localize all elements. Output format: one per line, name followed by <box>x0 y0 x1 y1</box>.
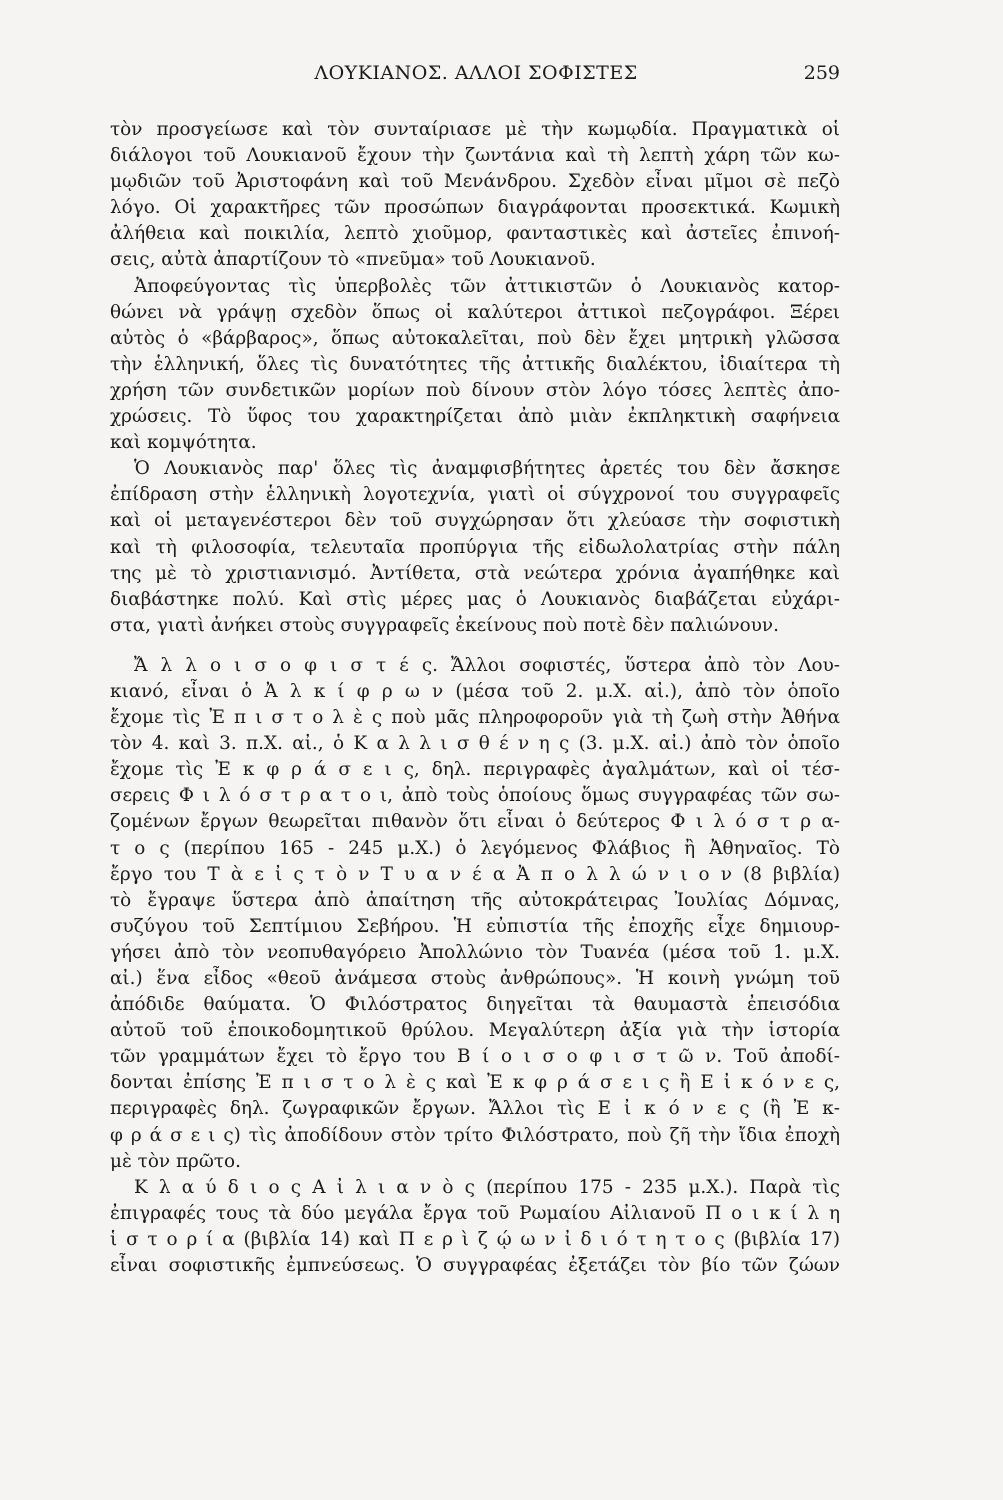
text-line: ἐπίδραση στὴν ἑλληνικὴ λογοτεχνία, γιατὶ οἱ σύγχρονοί του συγγραφεῖς <box>110 484 840 506</box>
text-line: τ ο ς (περίπου 165 - 245 μ.Χ.) ὁ λεγόμενος Φλάβιος ἢ Ἀθηναῖος. Τὸ <box>110 837 840 859</box>
text-line: ἐπιγραφές τους τὰ δύο μεγάλα ἔργα τοῦ Ρωμαίου Αἰλιανοῦ Π ο ι κ ί λ η <box>110 1202 840 1224</box>
text-line: καὶ κομψότητα. <box>110 432 257 454</box>
text-line: περιγραφὲς δηλ. ζωγραφικῶν ἔργων. Ἄλλοι τὶς Ε ἰ κ ό ν ε ς (ἢ Ἐ κ- <box>110 1098 840 1120</box>
text-line: καὶ τὴ φιλοσοφία, τελευταῖα προπύργια τῆς εἰδωλολατρίας στὴν πάλη <box>110 536 840 558</box>
text-line: χρήση τῶν συνδετικῶν μορίων ποὺ δίνουν στὸν λόγο τόσες λεπτὲς ἀπο- <box>110 379 840 401</box>
text-line: δονται ἐπίσης Ἐ π ι σ τ ο λ ὲ ς καὶ Ἐ κ φ ρ ά σ ε ι ς ἢ Ε ἰ κ ό ν ε ς, <box>110 1072 840 1094</box>
text-line: Ἀποφεύγοντας τὶς ὑπερβολὲς τῶν ἀττικιστῶν ὁ Λουκιανὸς κατορ- <box>134 275 840 297</box>
text-line: Κ λ α ύ δ ι ο ς Α ἰ λ ι α ν ὸ ς (περίπου 175 - 235 μ.Χ.). Παρὰ τὶς <box>134 1176 840 1198</box>
text-line: ἀπόδιδε θαύματα. Ὁ Φιλόστρατος διηγεῖται τὰ θαυμαστὰ ἐπεισόδια <box>110 994 840 1016</box>
running-title: ΛΟΥΚΙΑΝΟΣ. ΑΛΛΟΙ ΣΟΦΙΣΤΕΣ <box>314 62 638 84</box>
page-number: 259 <box>803 62 840 84</box>
text-line: τὴν ἑλληνική, ὅλες τὶς δυνατότητες τῆς ἀττικῆς διαλέκτου, ἰδιαίτερα τὴ <box>110 353 840 375</box>
text-line: τῶν γραμμάτων ἔχει τὸ ἔργο του Β ί ο ι σ ο φ ι σ τ ῶ ν. Τοῦ ἀποδί- <box>110 1046 840 1068</box>
text-line: μῳδιῶν τοῦ Ἀριστοφάνη καὶ τοῦ Μενάνδρου. Σχεδὸν εἶναι μῖμοι σὲ πεζὸ <box>110 171 840 193</box>
text-line: φ ρ ά σ ε ι ς) τὶς ἀποδίδουν στὸν τρίτο Φιλόστρατο, ποὺ ζῆ τὴν ἴδια ἐποχὴ <box>110 1124 840 1146</box>
text-line: λόγο. Οἱ χαρακτῆρες τῶν προσώπων διαγράφονται προσεκτικά. Κωμικὴ <box>110 197 840 219</box>
text-line: χρώσεις. Τὸ ὕφος του χαρακτηρίζεται ἀπὸ μιὰν ἐκπληκτικὴ σαφήνεια <box>110 406 840 428</box>
text-line: διαβάστηκε πολύ. Καὶ στὶς μέρες μας ὁ Λουκιανὸς διαβάζεται εὐχάρι- <box>110 588 840 610</box>
text-line: αὐτοῦ τοῦ ἐποικοδομητικοῦ θρύλου. Μεγαλύτερη ἀξία γιὰ τὴν ἱστορία <box>110 1020 840 1042</box>
text-line: τὸν προσγείωσε καὶ τὸν συνταίριασε μὲ τὴν κωμῳδία. Πραγματικὰ οἱ <box>110 119 840 140</box>
text-line: τὸν 4. καὶ 3. π.Χ. αἰ., ὁ Κ α λ λ ι σ θ έ ν η ς (3. μ.Χ. αἰ.) ἀπὸ τὸν ὁποῖο <box>110 733 840 755</box>
text-line: εἶναι σοφιστικῆς ἐμπνεύσεως. Ὁ συγγραφέας ἐξετάζει τὸν βίο τῶν ζώων <box>110 1255 840 1277</box>
text-line: κιανό, εἶναι ὁ Ἀ λ κ ί φ ρ ω ν (μέσα τοῦ 2. μ.Χ. αἰ.), ἀπὸ τὸν ὁποῖο <box>110 680 840 702</box>
text-line: Ὁ Λουκιανὸς παρ' ὅλες τὶς ἀναμφισβήτητες ἀρετές του δὲν ἄσκησε <box>134 458 840 480</box>
text-line: καὶ οἱ μεταγενέστεροι δὲν τοῦ συγχώρησαν ὅτι χλεύασε τὴν σοφιστικὴ <box>110 510 840 532</box>
text-line: θώνει νὰ γράψῃ σχεδὸν ὅπως οἱ καλύτεροι ἀττικοὶ πεζογράφοι. Ξέρει <box>110 301 840 323</box>
text-line: αὐτὸς ὁ «βάρβαρος», ὅπως αὐτοκαλεῖται, ποὺ δὲν ἔχει μητρικὴ γλῶσσα <box>110 327 840 349</box>
text-line: τὸ ἔγραψε ὕστερα ἀπὸ ἀπαίτηση τῆς αὐτοκράτειρας Ἰουλίας Δόμνας, <box>110 889 840 911</box>
text-line: διάλογοι τοῦ Λουκιανοῦ ἔχουν τὴν ζωντάνια καὶ τὴ λεπτὴ χάρη τῶν κω- <box>110 145 840 167</box>
text-line: ἱ σ τ ο ρ ί α (βιβλία 14) καὶ Π ε ρ ὶ ζ ῴ ω ν ἰ δ ι ό τ η τ ο ς (βιβλία 17) <box>110 1228 840 1250</box>
text-line: ἔργο του Τ ὰ ε ἰ ς τ ὸ ν Τ υ α ν έ α Ἀ π ο λ λ ώ ν ι ο ν (8 βιβλία) <box>110 863 840 885</box>
text-line: συζύγου τοῦ Σεπτίμιου Σεβήρου. Ἡ εὐπιστία τῆς ἐποχῆς εἶχε δημιουρ- <box>110 915 840 937</box>
section-heading-line: Ἄ λ λ ο ι σ ο φ ι σ τ έ ς. Ἄλλοι σοφιστές, ὕστερα ἀπὸ τὸν Λου- <box>134 654 840 676</box>
text-line: μὲ τὸν πρῶτο. <box>110 1150 241 1172</box>
text-line: σερεις Φ ι λ ό σ τ ρ α τ ο ι, ἀπὸ τοὺς ὁποίους ὅμως συγγραφέας τῶν σω- <box>110 785 840 807</box>
text-line: γήσει ἀπὸ τὸν νεοπυθαγόρειο Ἀπολλώνιο τὸν Τυανέα (μέσα τοῦ 1. μ.Χ. <box>110 941 840 963</box>
text-line: στα, γιατὶ ἀνήκει στοὺς συγγραφεῖς ἐκείνους ποὺ ποτὲ δὲν παλιώνουν. <box>110 614 779 636</box>
text-line: σεις, αὐτὰ ἀπαρτίζουν τὸ «πνεῦμα» τοῦ Λουκιανοῦ. <box>110 249 596 271</box>
text-line: της μὲ τὸ χριστιανισμό. Ἀντίθετα, στὰ νεώτερα χρόνια ἀγαπήθηκε καὶ <box>110 562 840 584</box>
text-line: ἔχομε τὶς Ἐ κ φ ρ ά σ ε ι ς, δηλ. περιγραφὲς ἀγαλμάτων, καὶ οἱ τέσ- <box>110 759 840 781</box>
text-line: ἀλήθεια καὶ ποικιλία, λεπτὸ χιοῦμορ, φανταστικὲς καὶ ἀστεῖες ἐπινοή- <box>110 223 840 245</box>
running-head <box>112 62 840 92</box>
body-text <box>110 117 840 1279</box>
text-line: ζομένων ἔργων θεωρεῖται πιθανὸν ὅτι εἶναι ὁ δεύτερος Φ ι λ ό σ τ ρ α- <box>110 811 840 833</box>
text-line: ἔχομε τὶς Ἐ π ι σ τ ο λ ὲ ς ποὺ μᾶς πληροφοροῦν γιὰ τὴ ζωὴ στὴν Ἀθήνα <box>110 707 840 729</box>
text-line: αἰ.) ἕνα εἶδος «θεοῦ ἀνάμεσα στοὺς ἀνθρώπους». Ἡ κοινὴ γνώμη τοῦ <box>110 968 840 989</box>
